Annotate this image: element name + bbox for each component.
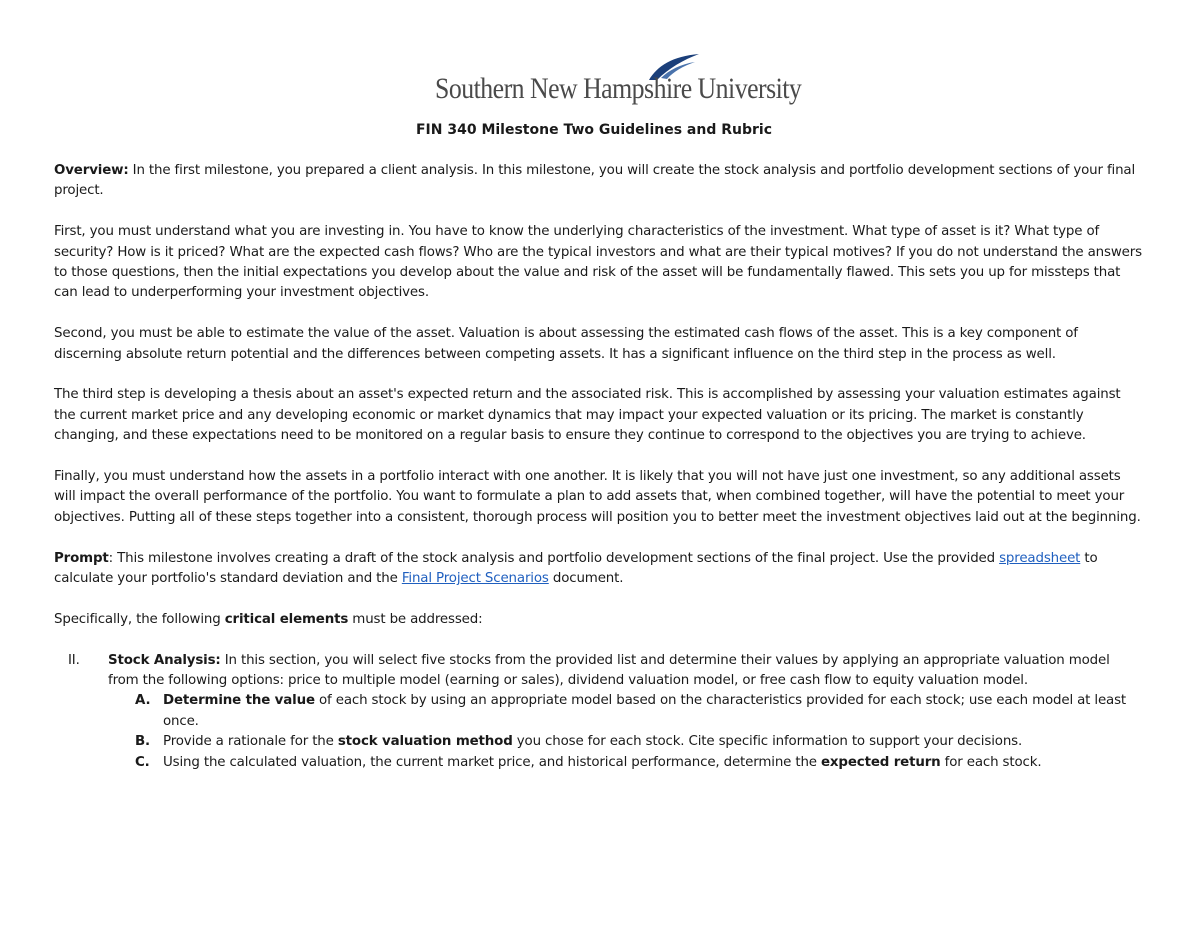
prompt-text-1: : This milestone involves creating a draft of the stock analysis and portfolio development sections of the final project. Use the provided <box>108 550 1000 566</box>
list-marker: C. <box>135 754 150 770</box>
overview-text: In the first milestone, you prepared a client analysis. In this milestone, you will create the stock analysis and portfolio development sections of your final project. <box>54 163 1136 199</box>
list-item <box>108 732 1144 752</box>
list-marker: II. <box>68 652 80 668</box>
item-text-bold: stock valuation method <box>337 734 513 750</box>
item-text-bold: Determine the value <box>163 693 315 709</box>
overview-label: Overview: <box>54 163 129 178</box>
item-text-pre: Using the calculated valuation, the current market price, and historical performance, determine the <box>163 754 821 770</box>
paragraph-final-step: Finally, you must understand how the assets in a portfolio interact with one another. It is likely that you will not have just one investment, so any additional assets will impact the overall performance of the portfolio. You want to formulate a plan to add assets that, when combined together, will have the potential to meet your objectives. Putting all of these steps together into a consistent, thorough process will position you to better meet the investment objectives laid out at the beginning. <box>54 469 1141 525</box>
item-text-bold: expected return <box>821 754 941 770</box>
prompt-text-3: document. <box>548 571 624 587</box>
stock-analysis-sublist <box>108 691 1144 773</box>
list-item-stock-analysis <box>54 651 1144 773</box>
item-text-pre: Provide a rationale for the <box>163 734 338 750</box>
paragraph-third-step: The third step is developing a thesis about an asset's expected return and the associated risk. This is accomplished by assessing your valuation estimates against the current market price and any developing economic or market dynamics that may impact your expected valuation or its pricing. The market is constantly changing, and these expectations need to be monitored on a regular basis to ensure they continue to correspond to the objectives you are trying to achieve. <box>54 387 1121 444</box>
item-text-post: of each stock by using an appropriate model based on the characteristics provided for each stock; use each model at least once. <box>163 693 1127 729</box>
item-text-post: you chose for each stock. Cite specific information to support your decisions. <box>512 734 1023 750</box>
prompt-paragraph <box>54 549 1144 590</box>
critical-elements-bold: critical elements <box>224 611 349 627</box>
specifically-text-2: must be addressed: <box>348 611 483 627</box>
overview-paragraph <box>54 161 1144 202</box>
section-text: In this section, you will select five stocks from the provided list and determine their values by applying an appropriate valuation model from the following options: price to multiple model (earning or sales), dividend valuation model, or free cash flow to equity valuation model. <box>108 652 1110 689</box>
critical-elements-intro <box>54 610 1144 630</box>
list-item <box>108 753 1144 773</box>
critical-elements-list <box>54 651 1144 773</box>
prompt-label: Prompt <box>54 550 109 566</box>
spreadsheet-link[interactable]: spreadsheet <box>999 550 1081 566</box>
logo-wordmark: Southern New Hampshire University <box>435 72 802 105</box>
list-marker: B. <box>135 734 150 750</box>
list-marker: A. <box>135 693 151 709</box>
university-logo <box>433 52 802 108</box>
paragraph-second-step: Second, you must be able to estimate the value of the asset. Valuation is about assessing the estimated cash flows of the asset. This is a key component of discerning absolute return potential and the differences between competing assets. It has a significant influence on the third step in the process as well. <box>54 326 1078 362</box>
item-text-post: for each stock. <box>940 754 1042 770</box>
prompt-text-2: to calculate your portfolio's standard deviation and the <box>54 550 1098 587</box>
page-title: FIN 340 Milestone Two Guidelines and Rubric <box>415 122 773 138</box>
paragraph-first-step: First, you must understand what you are investing in. You have to know the underlying characteristics of the investment. What type of asset is it? What type of security? How is it priced? What are the expected cash flows? Who are the typical investors and what are their typical motives? If you do not understand the answers to those questions, then the initial expectations you develop about the value and risk of the asset will be fundamentally flawed. This sets you up for missteps that can lead to underperforming your investment objectives. <box>54 224 1142 301</box>
final-project-scenarios-link[interactable]: Final Project Scenarios <box>401 571 549 587</box>
list-item <box>108 691 1144 732</box>
section-label: Stock Analysis: <box>108 652 221 668</box>
document-body <box>54 161 1144 773</box>
specifically-text-1: Specifically, the following <box>54 611 225 627</box>
